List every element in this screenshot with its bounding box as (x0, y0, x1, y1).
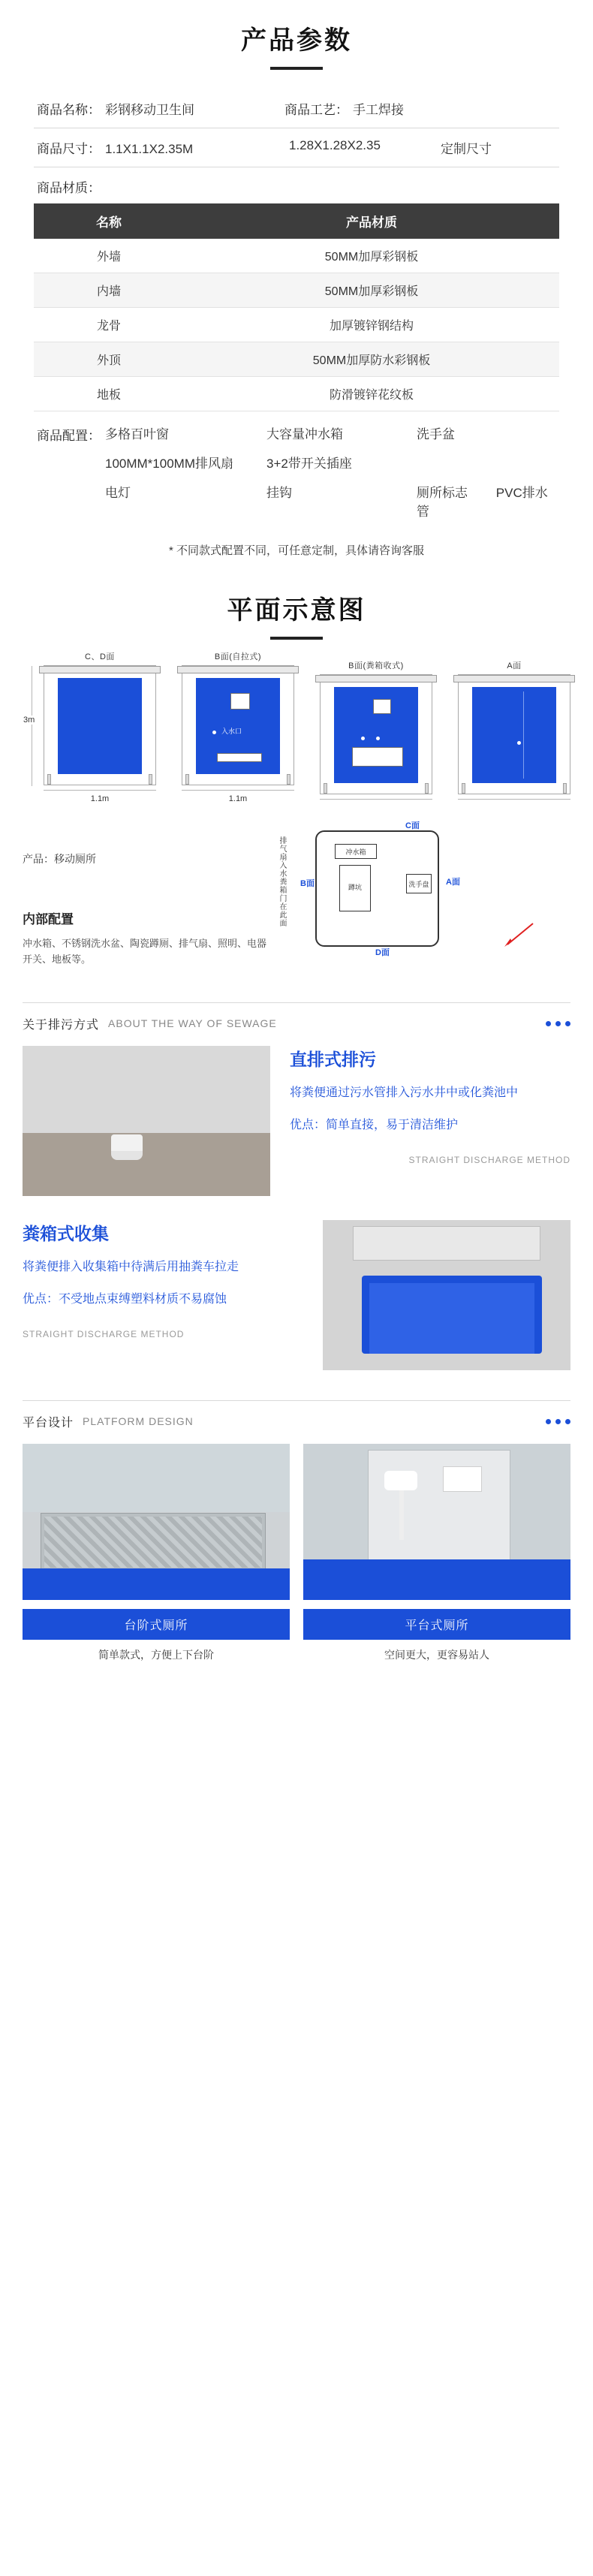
photo-tread-plate (41, 1513, 266, 1571)
plan-title: 平面示意图 (227, 596, 366, 625)
config-item: PVC排水管 (417, 486, 548, 519)
param-value-size-2: 1.28X1.28X2.35 (289, 138, 381, 152)
width-dim-line (44, 790, 156, 791)
step-toilet-photo (23, 1444, 290, 1600)
leg-right (287, 774, 290, 785)
leg-right (149, 774, 152, 785)
box-en-sub: STRAIGHT DISCHARGE METHOD (23, 1328, 185, 1339)
sewage-block-2 (23, 1220, 570, 1370)
roof-shape (453, 675, 575, 682)
elevation-drawing (182, 665, 294, 785)
sewage-header (23, 1002, 570, 1032)
width-dim-value: 1.1m (90, 794, 110, 803)
platform-toilet-photo (303, 1444, 570, 1600)
cell-name: 内墙 (34, 273, 184, 308)
config-item: 多格百叶窗 (105, 427, 169, 441)
width-dim-value: 1.1m (228, 794, 248, 803)
hatch-shape (352, 747, 403, 767)
elevation-drawing (320, 674, 432, 794)
photo-blue-bin (362, 1276, 542, 1354)
cell-material: 50MM加厚彩钢板 (184, 273, 559, 308)
platform-header-cn: 平台设计 (23, 1416, 74, 1430)
topview-sink: 洗手盘 (406, 874, 432, 893)
platform-items (23, 1444, 570, 1662)
platform-header-en: PLATFORM DESIGN (83, 1415, 194, 1428)
elevation-b-box (320, 659, 432, 803)
config-grid (105, 423, 556, 520)
table-row (34, 377, 559, 411)
inner-config-desc: 冲水箱、不锈钢洗水盆、陶瓷蹲厕、排气扇、照明、电器开关、地板等。 (23, 938, 267, 965)
material-label: 商品材质： (37, 181, 101, 195)
sewage-block-1 (23, 1046, 570, 1196)
vent-note: 排气扇入水粪箱门在此面 (278, 836, 286, 927)
width-dim-line (458, 799, 570, 800)
photo-floor (23, 1133, 270, 1196)
topview-face-a: A面 (446, 878, 460, 887)
params-note: * 不同款式配置不同，可任意定制，具体请咨询客服 (168, 544, 424, 557)
width-dim-line (320, 799, 432, 800)
drain-merit: 优点：简单直接，易于清洁维护 (290, 1118, 459, 1131)
leg-left (324, 783, 327, 794)
elevation-caption: A面 (507, 661, 522, 670)
platform-desc: 简单款式，方便上下台阶 (98, 1648, 214, 1661)
panel-shape (58, 678, 142, 774)
dots-decoration (546, 1419, 570, 1424)
elevation-caption: B面(自拉式) (214, 652, 262, 661)
platform-item-platform (303, 1444, 570, 1662)
elevation-caption: C、D面 (85, 652, 115, 661)
sewage-header-en: ABOUT THE WAY OF SEWAGE (108, 1017, 277, 1030)
param-value-size-custom: 定制尺寸 (441, 142, 492, 156)
config-item: 100MM*100MM排风扇 (105, 456, 233, 471)
elevation-drawing (458, 674, 570, 794)
elevation-a (458, 659, 570, 803)
dim-value: 3m (23, 716, 35, 725)
vent-shape (217, 753, 262, 762)
drain-text (270, 1046, 570, 1196)
cell-name: 外墙 (34, 239, 184, 273)
photo-wall (23, 1046, 270, 1133)
config-label: 商品配置： (37, 429, 101, 443)
config-item: 洗手盆 (417, 427, 455, 441)
cell-material: 50MM加厚彩钢板 (184, 239, 559, 273)
panel-shape (472, 687, 556, 783)
window-shape (373, 699, 391, 714)
param-value-name: 彩钢移动卫生间 (105, 103, 194, 117)
door-split-line (523, 691, 524, 779)
topview-drawing (300, 821, 460, 957)
topview-tank: 冲水箱 (335, 844, 377, 859)
photo-blue-base (303, 1559, 570, 1600)
leg-left (185, 774, 189, 785)
box-desc: 将粪便排入收集箱中待满后用抽粪车拉走 (23, 1260, 239, 1273)
dot-icon (376, 737, 380, 740)
param-value-craft: 手工焊接 (353, 103, 404, 117)
handle-icon (517, 741, 521, 745)
drain-title: 直排式排污 (290, 1049, 376, 1069)
config-item: 3+2带开关插座 (266, 456, 352, 471)
sewage-header-cn: 关于排污方式 (23, 1018, 100, 1032)
config-block (34, 411, 559, 520)
config-item: 电灯 (105, 486, 131, 500)
leg-left (47, 774, 51, 785)
material-table (34, 203, 559, 411)
photo-pipe-end (111, 1151, 143, 1160)
drain-photo (23, 1046, 270, 1196)
cell-material: 加厚镀锌钢结构 (184, 308, 559, 342)
cell-material: 50MM加厚防水彩钢板 (184, 342, 559, 377)
box-merit: 优点：不受地点束缚塑料材质不易腐蚀 (23, 1292, 227, 1306)
topview-area (270, 823, 570, 966)
box-title: 粪箱式收集 (23, 1223, 109, 1243)
table-row (34, 308, 559, 342)
param-label-size: 商品尺寸： (37, 142, 101, 156)
photo-blue-base (23, 1568, 290, 1600)
platform-header (23, 1400, 570, 1430)
param-label-name: 商品名称： (37, 103, 101, 117)
table-header-row (34, 203, 559, 239)
leg-left (462, 783, 465, 794)
topview-pit: 蹲坑 (339, 865, 371, 911)
param-label-craft: 商品工艺： (284, 103, 348, 117)
dots-decoration (546, 1021, 570, 1026)
cell-name: 地板 (34, 377, 184, 411)
title-underline (270, 67, 323, 70)
inlet-dot-icon (212, 731, 216, 734)
box-text (23, 1220, 323, 1370)
cell-material: 防滑镀锌花纹板 (184, 377, 559, 411)
window-shape (230, 693, 250, 710)
width-dim-line (182, 790, 294, 791)
photo-heater (443, 1466, 482, 1492)
photo-cabin (368, 1450, 510, 1562)
drain-en-sub: STRAIGHT DISCHARGE METHOD (408, 1154, 570, 1165)
inlet-label: 入水口 (221, 728, 242, 735)
param-row-name (34, 89, 559, 128)
height-dimension (23, 666, 40, 786)
plan-left-text (23, 823, 270, 968)
config-item: 大容量冲水箱 (266, 427, 343, 441)
param-value-size-1: 1.1X1.1X2.35M (105, 142, 194, 156)
platform-caption: 台阶式厕所 (23, 1609, 290, 1640)
platform-section (23, 1370, 570, 1685)
platform-caption: 平台式厕所 (303, 1609, 570, 1640)
params-section-header (0, 0, 593, 70)
topview-face-b: B面 (300, 879, 315, 888)
config-item: 厕所标志 (417, 486, 468, 500)
config-item-empty (417, 453, 556, 472)
product-line: 产品：移动厕所 (23, 853, 96, 865)
elevation-drawing (23, 665, 156, 785)
elevation-b-self (182, 650, 294, 803)
param-row-size (34, 128, 559, 167)
elevation-cd (23, 650, 156, 803)
leg-right (425, 783, 429, 794)
photo-wall (23, 1444, 290, 1513)
photo-sink (384, 1471, 417, 1490)
platform-desc: 空间更大，更容易站人 (384, 1648, 489, 1661)
page-title: 产品参数 (241, 26, 352, 55)
drain-desc: 将粪便通过污水管排入污水井中或化粪池中 (290, 1086, 519, 1099)
plan-area (23, 640, 570, 968)
platform-item-step (23, 1444, 290, 1662)
elevation-row (23, 650, 570, 803)
config-item-pair (417, 482, 556, 520)
panel-shape (334, 687, 418, 783)
roof-shape (177, 666, 299, 673)
topview-face-d: D面 (375, 948, 390, 957)
roof-shape (315, 675, 437, 682)
table-row (34, 239, 559, 273)
arrow-icon (500, 922, 534, 948)
sewage-section (23, 968, 570, 1370)
photo-lid (353, 1226, 540, 1261)
config-item: 挂钩 (266, 486, 292, 500)
elevation-caption: B面(粪箱收式) (348, 661, 404, 670)
inner-config-title: 内部配置 (23, 912, 74, 926)
cell-name: 外顶 (34, 342, 184, 377)
panel-shape (196, 678, 280, 774)
table-header-material: 产品材质 (184, 203, 559, 239)
plan-section-header (0, 558, 593, 640)
table-row (34, 342, 559, 377)
dot-icon (361, 737, 365, 740)
plan-bottom (23, 823, 570, 968)
collection-box-photo (323, 1220, 570, 1370)
topview-face-c: C面 (405, 821, 420, 830)
cell-name: 龙骨 (34, 308, 184, 342)
params-block (34, 89, 559, 558)
table-header-name: 名称 (34, 203, 184, 239)
roof-shape (39, 666, 161, 673)
photo-pipe (399, 1490, 404, 1540)
table-row (34, 273, 559, 308)
leg-right (563, 783, 567, 794)
